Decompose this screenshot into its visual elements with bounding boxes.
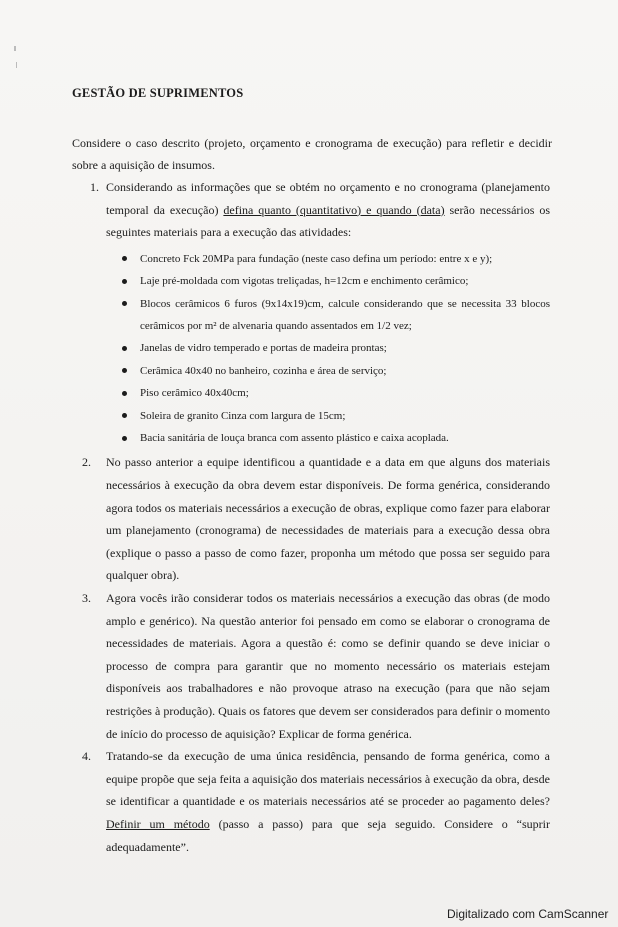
bullet-icon [122, 436, 127, 441]
list-item: Janelas de vidro temperado e portas de madeira prontas; [106, 337, 550, 359]
question-text: Agora vocês irão considerar todos os materiais necessários a execução das obras (de modo amplo e genérico). Na questão anterior foi pensado em como se elaborar o cronograma de necessidades de materiais. Agora a questão é: como se definir quando se deve iniciar o processo de compra para garantir que no momento necessário os materiais estejam disponíveis aos trabalhadores e não provoque atraso na execução (para que não sejam restrições à produção). Quais os fatores que devem ser considerados para definir o momento de início do processo de aquisição? Explicar de forma genérica. [106, 591, 550, 741]
underlined-phrase: defina quanto (quantitativo) e quando (data) [223, 202, 445, 217]
bullet-icon [122, 256, 127, 261]
question-number: 2. [82, 455, 91, 470]
document-title: GESTÃO DE SUPRIMENTOS [72, 86, 244, 100]
intro-paragraph: Considere o caso descrito (projeto, orçamento e cronograma de execução) para refletir e decidir sobre a aquisição de insumos. [72, 136, 552, 172]
bullet-icon [122, 413, 127, 418]
bullet-icon [122, 279, 127, 284]
scanner-watermark: Digitalizado com CamScanner [447, 907, 609, 921]
question-4 [72, 745, 550, 858]
question-text: Considerando as informações que se obtém no orçamento e no cronograma (planejamento temporal da execução) defina quanto (quantitativo) e quando (data) serão necessários os seguintes materiais para a execução das atividades: [106, 180, 550, 240]
question-number: 4. [82, 749, 91, 764]
bullet-icon [122, 301, 127, 306]
bullet-icon [122, 368, 127, 373]
scan-speck [16, 62, 17, 68]
question-number: 3. [82, 591, 91, 605]
question-2 [72, 451, 550, 587]
question-number: 1. [90, 180, 99, 194]
question-list [72, 176, 550, 858]
question-3 [72, 587, 550, 745]
materials-list [106, 248, 550, 450]
list-item: Laje pré-moldada com vigotas treliçadas, h=12cm e enchimento cerâmico; [106, 270, 550, 292]
question-text: Tratando-se da execução de uma única residência, pensando de forma genérica, como a equipe propõe que seja feita a aquisição dos materiais necessários à execução da obra, desde se identificar a quantidade e os materiais necessários até se proceder ao pagamento deles? Definir um método (passo a passo) para que seja seguido. Considere o “suprir adequadamente”. [106, 749, 550, 854]
list-item: Cerâmica 40x40 no banheiro, cozinha e área de serviço; [106, 360, 550, 382]
list-item: Blocos cerâmicos 6 furos (9x14x19)cm, calcule considerando que se necessita 33 blocos cerâmicos por m² de alvenaria quando assentados em 1/2 vez; [106, 293, 550, 338]
scan-speck [14, 46, 16, 51]
bullet-icon [122, 346, 127, 351]
list-item: Piso cerâmico 40x40cm; [106, 382, 550, 404]
underlined-phrase: Definir um método [106, 816, 210, 831]
question-1 [72, 176, 550, 449]
bullet-icon [122, 391, 127, 396]
list-item: Concreto Fck 20MPa para fundação (neste caso defina um período: entre x e y); [106, 248, 550, 270]
list-item: Bacia sanitária de louça branca com assento plástico e caixa acoplada. [106, 427, 550, 449]
question-text: No passo anterior a equipe identificou a quantidade e a data em que alguns dos materiais necessários à execução da obra devem estar disponíveis. De forma genérica, considerando agora todos os materiais necessários a execução de obras, explique como fazer para elaborar um planejamento (cronograma) de necessidades de materiais para a execução dessa obra (explique o passo a passo de como fazer, proponha um método que possa ser seguido para qualquer obra). [106, 455, 550, 583]
list-item: Soleira de granito Cinza com largura de 15cm; [106, 405, 550, 427]
